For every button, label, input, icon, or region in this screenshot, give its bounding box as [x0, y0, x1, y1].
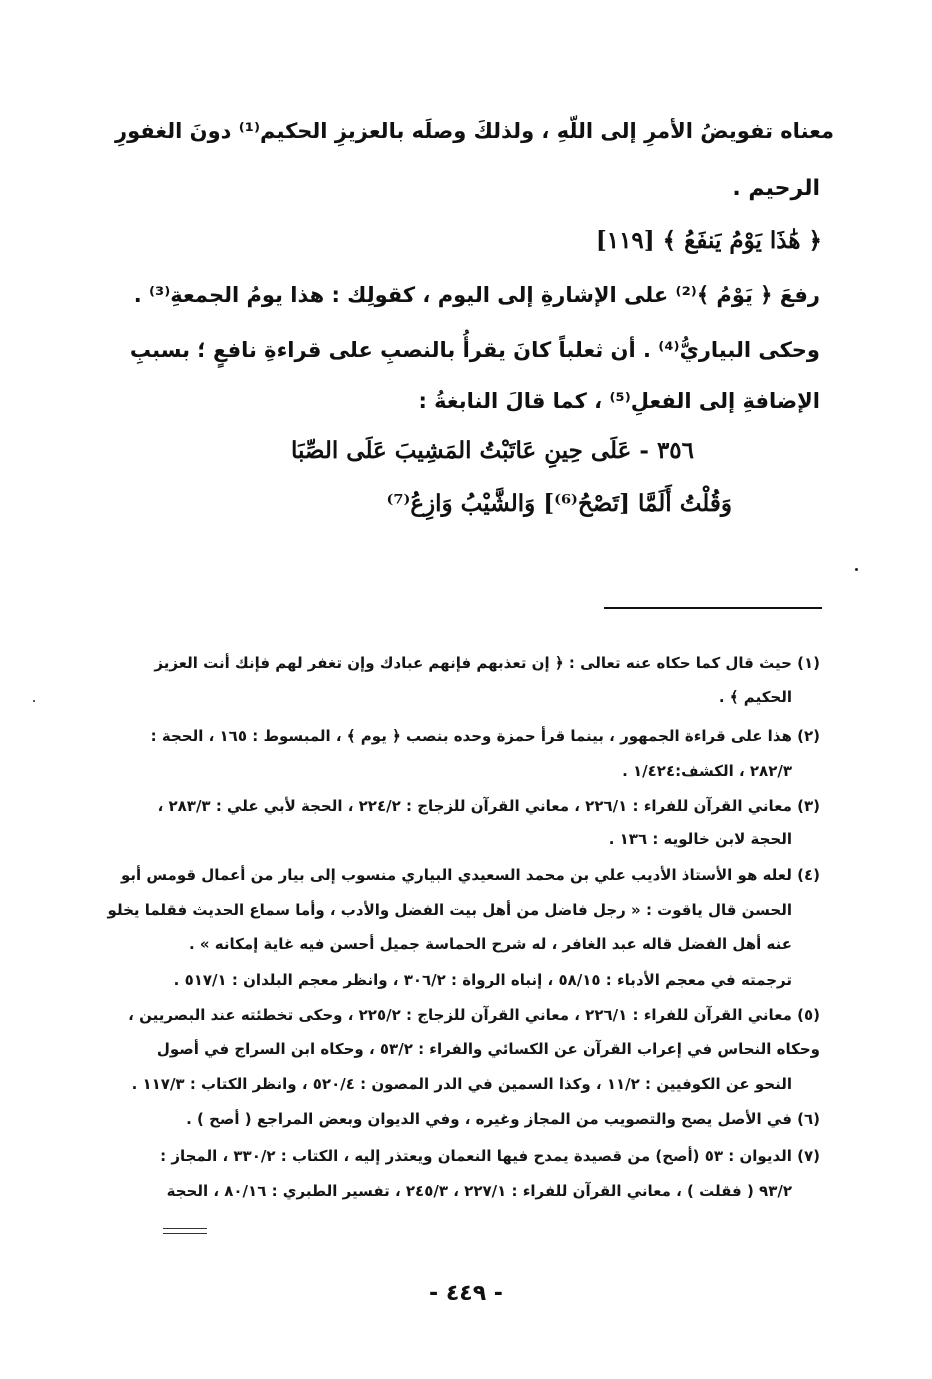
footnote-5-line-1: (٥) معاني القرآن للفراء : ٢٢٦/١ ، معاني القرآن للزجاج : ٢٢٥/٢ ، وحكى تخطئته عند البصريين ، [128, 1006, 820, 1024]
footnote-6-line-1: (٦) في الأصل يصح والتصويب من المجاز وغيره ، وفي الديوان وبعض المراجع ( أصح ) . [186, 1110, 820, 1128]
footnote-7-line-2: ٩٣/٢ ( فقلت ) ، معاني القرآن للفراء : ٢٢٧/١ ، ٢٤٥/٣ ، تفسير الطبري : ٨٠/١٦ ، الحجة [166, 1182, 792, 1200]
footnote-2-line-1: (٢) هذا على قراءة الجمهور ، بينما قرأ حمزة وحده بنصب ﴿ يوم ﴾ ، المبسوط : ١٦٥ ، الحجة : [150, 727, 820, 745]
footnote-3-line-1: (٣) معاني القرآن للفراء : ٢٢٦/١ ، معاني القرآن للزجاج : ٢٢٤/٢ ، الحجة لأبي علي : ٢٨٣/٣ ، [157, 797, 820, 815]
scan-speck [855, 568, 858, 571]
footnote-1-line-2: الحكيم ﴾ . [718, 688, 792, 706]
footnote-4-line-1: (٤) لعله هو الأستاذ الأديب علي بن محمد السعيدي البياري منسوب إلى بيار من أعمال قومس أبو [120, 866, 820, 884]
footnote-5-line-2: وحكاه النحاس في إعراب القرآن عن الكسائي والفراء : ٥٣/٢ ، وحكاه ابن السراج في أصول [156, 1040, 820, 1058]
footnote-7-line-1: (٧) الديوان : ٥٣ (أصح) من قصيدة يمدح فيها النعمان ويعتذر إليه ، الكتاب : ٣٣٠/٢ ، المجاز : [160, 1147, 820, 1165]
footnote-1-line-1: (١) حيث قال كما حكاه عنه تعالى : ﴿ إن تعذبهم فإنهم عبادك وإن تغفر لهم فإنك أنت العزيز [154, 654, 820, 672]
footnote-3-line-2: الحجة لابن خالويه : ١٣٦ . [608, 830, 792, 848]
body-line-6: الإضافةِ إلى الفعلِ⁽⁵⁾ ، كما قالَ النابغةُ : [418, 389, 820, 413]
footnote-4-line-2: الحسن قال ياقوت : « رجل فاضل من أهل بيت الفضل والأدب ، وأما سماع الحديث فقلما يخلو [107, 901, 792, 919]
body-line-1: معناه تفويضُ الأمرِ إلى اللّهِ ، ولذلكَ وصلَه بالعزيزِ الحكيم⁽¹⁾ دونَ الغفورِ [115, 119, 834, 143]
body-line-5: وحكى البياريُّ⁽⁴⁾ . أن ثعلباً كانَ يقرأُ بالنصبِ على قراءةِ نافعٍ ؛ بسببِ [129, 338, 820, 362]
footnote-2-line-2: ٢٨٢/٣ ، الكشف:١/٤٢٤ . [622, 762, 792, 780]
scan-speck [33, 700, 35, 702]
poem-line-1: ٣٥٦ - عَلَى حِينِ عَاتَبْتُ المَشِيبَ عَلَى الصِّبَا [290, 437, 694, 464]
poem-line-2: وَقُلْتُ أَلَمَّا [تَصْحُ⁽⁶⁾] وَالشَّيْبُ وَازِعُ⁽⁷⁾ [386, 490, 732, 517]
footnote-5-line-3: النحو عن الكوفيين : ١١/٢ ، وكذا السمين في الدر المصون : ٥٢٠/٤ ، وانظر الكتاب : ١١٧/٣ . [131, 1075, 792, 1093]
footnote-4-line-4: ترجمته في معجم الأدباء : ٥٨/١٥ ، إنباه الرواة : ٣٠٦/٢ ، وانظر معجم البلدان : ٥١٧/١ . [173, 971, 792, 989]
body-line-2: الرحيم . [732, 176, 820, 201]
page-number: - ٤٤٩ - [429, 1281, 503, 1306]
body-line-4: رفعَ ﴿ يَوْمُ ﴾⁽²⁾ على الإشارةِ إلى اليوم ، كقولِك : هذا يومُ الجمعةِ⁽³⁾ . [133, 283, 820, 307]
footnote-divider [604, 607, 822, 609]
continuation-rule [163, 1228, 207, 1234]
footnote-4-line-3: عنه أهل الفضل قاله عبد الغافر ، له شرح الحماسة جميل أحسن فيه غاية إمكانه » . [188, 935, 792, 953]
quran-verse-heading: ﴿ هَٰذَا يَوْمُ يَنفَعُ ﴾ [١١٩] [595, 227, 822, 254]
